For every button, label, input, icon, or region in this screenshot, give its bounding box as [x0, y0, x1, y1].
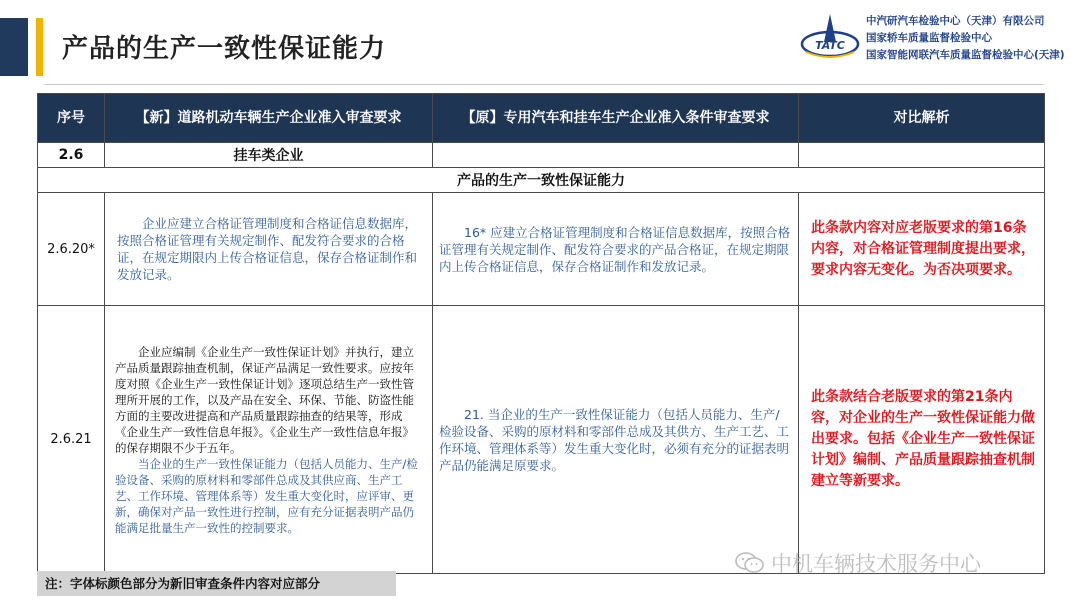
- slide-title: 产品的生产一致性保证能力: [62, 34, 387, 64]
- org-line-3: 国家智能网联汽车质量监督检验中心(天津): [866, 49, 1065, 61]
- new-requirement-text: 企业应编制《企业生产一致性保证计划》并执行，建立产品质量跟踪抽查机制，保证产品满足一致性要求。应按年度对照《企业生产一致性保证计划》逐项总结生产一致性管理所开展的工作，以及产品在安全、环保、节能、防盗性能方面的主要改进提高和产品质量跟踪抽查的结果等，形成《企业生产一致性信息年报》。《企业生产一致性信息年报》的保存期限不少于五年。: [115, 344, 414, 455]
- new-requirement-text-highlight: 当企业的生产一致性保证能力（包括人员能力、生产/检验设备、采购的原材料和零部件总成及其供应商、生产工艺、工作环境、管理体系等）发生重大变化时，应评审、更新，确保对产品一致性进行控制，应有充分证据表明产品仍能满足批量生产一致性的控制要求。: [115, 456, 418, 535]
- table-header-row: [38, 94, 1045, 143]
- clause-number: 2.6.21: [38, 306, 105, 574]
- watermark-text: 中机车辆技术服务中心: [771, 552, 981, 576]
- watermark: [735, 548, 981, 578]
- organization-names: [866, 13, 1076, 64]
- old-requirement-text: 16* 应建立合格证管理制度和合格证信息数据库，按照合格证管理有关规定制作、配发符合要求的产品合格证，在规定期限内上传合格证信息，保存合格证制作和发放记录。: [433, 193, 799, 306]
- subsection-row: [38, 168, 1045, 193]
- title-accent-gold-bar: [36, 18, 43, 76]
- tatc-logo: [800, 12, 860, 64]
- comparison-table: [37, 93, 1045, 574]
- clause-number: 2.6.20*: [38, 193, 105, 306]
- new-requirement-text: 企业应建立合格证管理制度和合格证信息数据库，按照合格证管理有关规定制作、配发符合要求的合格证，在规定期限内上传合格证信息，保存合格证制作和发放记录。: [105, 193, 433, 306]
- analysis-text: 此条款结合老版要求的第21条内容，对企业的生产一致性保证能力做出要求。包括《企业生产一致性保证计划》编制、产品质量跟踪抽查机制建立等新要求。: [799, 306, 1045, 574]
- title-accent-bar: [0, 18, 28, 76]
- footnote: 注：字体标颜色部分为新旧审查条件内容对应部分: [37, 571, 396, 596]
- header-divider: [44, 84, 1044, 85]
- section-number: 2.6: [38, 143, 105, 168]
- header-analysis: 对比解析: [799, 94, 1045, 143]
- table-row: [38, 193, 1045, 306]
- section-title: 挂车类企业: [105, 143, 433, 168]
- section-row: [38, 143, 1045, 168]
- table-row: [38, 306, 1045, 574]
- svg-text:TATC: TATC: [815, 39, 845, 52]
- header-no: 序号: [38, 94, 105, 143]
- old-requirement-text: 21. 当企业的生产一致性保证能力（包括人员能力、生产/检验设备、采购的原材料和零部件总成及其供方、生产工艺、工作环境、管理体系等）发生重大变化时，必须有充分的证据表明产品仍能满足原要求。: [433, 306, 799, 574]
- analysis-text: 此条款内容对应老版要求的第16条内容，对合格证管理制度提出要求，要求内容无变化。为否决项要求。: [799, 193, 1045, 306]
- subsection-title: 产品的生产一致性保证能力: [38, 168, 1045, 193]
- header-new-requirement: 【新】道路机动车辆生产企业准入审查要求: [105, 94, 433, 143]
- new-requirement-cell: [105, 306, 433, 574]
- org-line-2: 国家轿车质量监督检验中心: [866, 32, 992, 44]
- wechat-icon: [735, 551, 765, 575]
- header-old-requirement: 【原】专用汽车和挂车生产企业准入条件审查要求: [433, 94, 799, 143]
- org-line-1: 中汽研汽车检验中心（天津）有限公司: [866, 15, 1045, 27]
